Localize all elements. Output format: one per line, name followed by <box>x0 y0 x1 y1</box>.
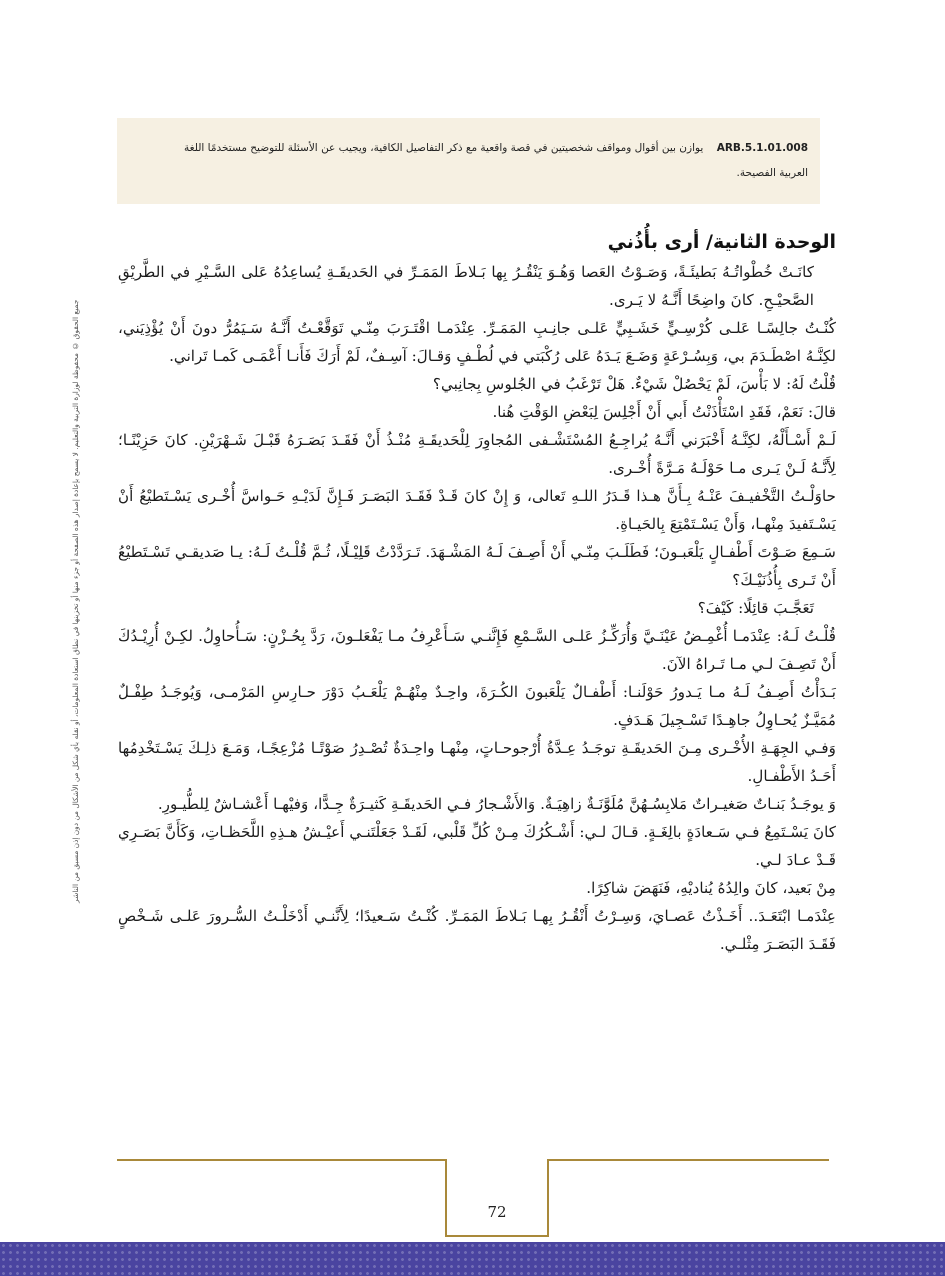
page-number: 72 <box>487 1203 507 1221</box>
story-paragraph: قُلْـتُ لَـهُ: عِنْدَمـا أُغْمِـضُ عَيْنَـيَّ وَأُرَكِّـزُ عَلـى السَّـمْعِ فَإِنَّنـي سَـأَعْرِفُ مـا يَفْعَلـونَ، رَدَّ بِحُـزْنٍ: سَـأُحاوِلُ. لكِـنْ أُرِيْـدُكَ أَنْ تَصِـفَ لـي مـا تَـراهُ الآنَ. <box>118 627 836 673</box>
story-paragraph: تَعَجَّـبَ قائِلًا: كَيْفَ؟ <box>697 599 814 617</box>
story-paragraph: كانَ يَسْـتَمِعُ فـي سَـعادَةٍ بالِغَـةٍ. قـالَ لـي: أَشْـكُرُكَ مِـنْ كُلِّ قَلْبي، لَقَـدْ جَعَلْتَنـي أَعيْـشُ هـذِهِ اللَّحَظـاتِ، وَكَأَنَّ بَصَـرِي قَـدْ عـادَ لـي. <box>118 823 836 869</box>
story-paragraph: كانَـتْ خُطْواتُـهُ بَطيئَـةً، وَصَـوْتُ العَصا وَهُـوَ يَنْقُـرُ بِها بَـلاطَ المَمَـرِّ في الحَديقَـةِ يُساعِدُهُ عَلى السَّـيْرِ في الطَّريْقِ الصَّحيْـحِ. كانَ واضِحًا أَنَّـهُ لا يَـرى. <box>118 263 814 309</box>
story-paragraph: لَـمْ أَسْـأَلْهُ، لكِنَّـهُ أَخْبَرَني أَنَّـهُ يُراجِـعُ المُسْتَشْـفى المُجاوِرَ لِلْحَديقَـةِ مُنْـذُ أَنْ فَقَـدَ بَصَـرَهُ قَبْـلَ شَـهْرَيْنِ. كانَ حَزِيْنًـا؛ لِأَنَّـهُ لَـنْ يَـرى مـا حَوْلَـهُ مَـرَّةً أُخْـرى. <box>118 431 836 477</box>
footer-rule-right <box>549 1159 829 1161</box>
learning-objective-box <box>117 118 820 204</box>
objective-text: يوازن بين أقوال ومواقف شخصيتين في قصة واقعية مع ذكر التفاصيل الكافية، ويجيب عن الأسئلة للتوضيح مستخدمًا اللغة العربية الفصيحة. <box>184 142 808 179</box>
story-paragraph: قُلْتُ لَهُ: لا بَأْسَ، لَمْ يَحْصُلْ شَيْءٌ. هَلْ تَرْغَبُ في الجُلوسِ بِجانِبي؟ <box>432 375 836 393</box>
story-paragraph: سَـمِعَ صَـوْتَ أَطْفـالٍ يَلْعَبـونَ؛ فَطَلَـبَ مِنّـي أَنْ أَصِـفَ لَـهُ المَشْـهَدَ. تَـرَدَّدْتُ قَلِيْـلًا، ثُـمَّ قُلْـتُ لَـهُ: يـا صَديقـي تَسْـتَطيْعُ أَنْ تَـرى بِأُذُنَيْـكَ؟ <box>118 543 836 589</box>
story-paragraph: وَفـي الجِهَـةِ الأُخْـرى مِـنَ الحَديقَـةِ توجَـدُ عِـدَّةُ أُرْجوحـاتٍ، مِنْهـا واحِـدَةٌ تُصْـدِرُ صَوْتًـا مُزْعِجًـا، وَمَـعَ ذلِـكَ يَسْـتَخْدِمُها أَحَـدُ الأَطْفـالِ. <box>118 739 836 785</box>
page-number-box <box>445 1159 549 1237</box>
story-paragraph: بَـدَأْتُ أَصِـفُ لَـهُ مـا يَـدورُ حَوْلَنـا: أَطْفـالٌ يَلْعَبونَ الكُـرَةَ، واحِـدٌ مِنْهُـمْ يَلْعَـبُ دَوْرَ حـارِسِ المَرْمـى، وَيُوجَـدُ طِفْـلٌ مُمَيَّـزٌ يُحـاوِلُ جاهِـدًا تَسْـجِيلَ هَـدَفٍ. <box>118 683 836 729</box>
story-paragraph: قالَ: نَعَمْ، فَقَدِ اسْتَأْذَنْتُ أَبي أَنْ أَجْلِسَ لِبَعْضِ الوَقْتِ هُنا. <box>492 403 836 421</box>
objective-code: ARB.5.1.01.008 <box>716 142 808 154</box>
bottom-decorative-band <box>0 1242 945 1276</box>
copyright-notice: جميع الحقوق © محفوظة لوزارة التربية والتعليم. لا يسمح بإعادة إصدار هذه الصفحة أو جزء منها أو تخزينها في نطاق استعادة المعلومات، أو نقله بأي شكل من الأشكال من دون إذن مسبق من الناشر <box>71 300 80 904</box>
unit-title: الوحدة الثانية/ أرى بأُذُني <box>607 231 836 253</box>
footer-rule-left <box>117 1159 446 1161</box>
story-paragraph: مِنْ بَعيد، كانَ والِدُهُ يُناديْهِ، فَنَهَضَ شاكِرًا. <box>586 879 836 897</box>
story-content <box>118 226 836 958</box>
story-paragraph: حاوَلْـتُ التَّخْفيـفَ عَنْـهُ بِـأَنَّ هـذا قَـدَرُ اللـهِ تَعالى، وَ إِنْ كانَ قَـدْ فَقَـدَ البَصَـرَ فَـإِنَّ لَدَيْـهِ حَـواسَّ أُخْـرى يَسْـتَطيْعُ أَنْ يَسْـتَفيدَ مِنْهـا، وَأَنْ يَسْـتَمْتِعَ بِالحَيـاةِ. <box>118 487 836 533</box>
story-paragraph: كُنْـتُ جالِسًـا عَلـى كُرْسِـيٍّ خَشَـبِيٍّ عَلـى جانِـبِ المَمَـرِّ. عِنْدَمـا اقْتَـرَبَ مِنّـي تَوَقَّعْـتُ أَنَّـهُ سَـيَمُرُّ دونَ أَنْ يُؤْذِيَني، لكِنَّـهُ اصْطَـدَمَ بي، وَبِسُـرْعَةٍ وَضَـعَ يَـدَهُ عَلى رُكْبَتي في لُطْـفٍ وَقـالَ: آسِـفٌ، لَمْ أَرَكَ فَأَنـا أَعْمَـى كَمـا تَراني. <box>118 319 836 365</box>
story-paragraph: وَ يوجَـدُ بَنـاتٌ صَغيـراتٌ مَلابِسُـهُنَّ مُلَوَّنَـةٌ زاهِيَـةٌ. وَالأَشْـجارُ فـي الحَديقَـةِ كَثيـرَةٌ جِـدًّا، وَفيْهـا أَعْشـاشٌ لِلطُّيـورِ. <box>157 795 836 813</box>
story-paragraph: عِنْدَمـا ابْتَعَـدَ.. أَخَـذْتُ عَصـايَ، وَسِـرْتُ أَنْقُـرُ بِهـا بَـلاطَ المَمَـرِّ. كُنْـتُ سَـعيدًا؛ لِأَنَّنـي أَدْخَلْـتُ السُّـرورَ عَلـى شَـخْصٍ فَقَـدَ البَصَـرَ مِثْلـي. <box>118 907 836 953</box>
